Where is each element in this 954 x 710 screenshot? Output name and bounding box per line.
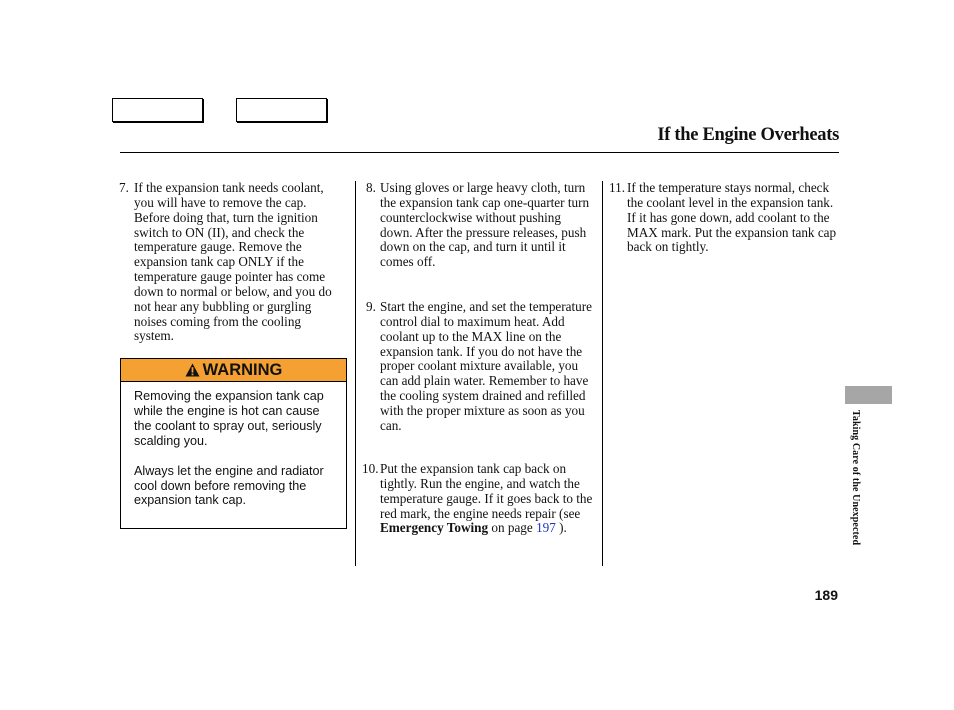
- section-tab: [845, 386, 892, 404]
- step-text: Using gloves or large heavy cloth, turn the expansion tank cap one-quarter turn counterclockwise without pushing down. After the pressure releases, push down on the cap, and turn it until it comes off.: [380, 180, 590, 270]
- column-divider-2: [602, 181, 603, 566]
- step-number: 8.: [366, 180, 376, 195]
- nav-back-button[interactable]: [112, 98, 203, 122]
- warning-box: [120, 358, 347, 529]
- page-number: 189: [814, 587, 838, 603]
- warning-body: [121, 382, 346, 508]
- step-number: 7.: [119, 180, 129, 195]
- step-number: 11.: [609, 180, 625, 195]
- emergency-towing-ref: Emergency Towing: [380, 520, 489, 536]
- header-divider: [120, 152, 839, 153]
- ref-close: ).: [559, 520, 567, 536]
- step-text: If the expansion tank needs coolant, you will have to remove the cap. Before doing that, turn the ignition switch to ON (II), and check the temperature gauge. Remove the expansion tank cap ONLY if the temperature gauge pointer has come down to normal or below, and you do not hear any bubbling or gurgling noises coming from the cooling system.: [134, 180, 332, 344]
- warning-label: WARNING: [202, 360, 283, 379]
- step-number: 10.: [362, 461, 379, 476]
- step-text: If the temperature stays normal, check the coolant level in the expansion tank. If it has gone down, add coolant to the MAX mark. Put the expansion tank cap back on tightly.: [627, 180, 837, 255]
- page-197-link[interactable]: 197: [536, 520, 556, 536]
- ref-on-page: on page: [491, 520, 533, 536]
- step-text: Start the engine, and set the temperature control dial to maximum heat. Add coolant up to the MAX line on the expansion tank. If you do not have the proper coolant mixture available, you can add plain water. Remember to have the cooling system drained and refilled with the proper mixture as soon as you can.: [380, 299, 593, 433]
- warning-paragraph: Always let the engine and radiator cool down before removing the expansion tank cap.: [134, 463, 324, 508]
- nav-next-button[interactable]: [236, 98, 327, 122]
- step-number: 9.: [366, 299, 376, 314]
- warning-header: [121, 359, 346, 382]
- step-body: Put the expansion tank cap back on tightly. Run the engine, and watch the temperature gauge. If it goes back to the red mark, the engine needs repair (see: [380, 461, 593, 521]
- warning-triangle-icon: [185, 363, 200, 377]
- warning-paragraph: Removing the expansion tank cap while the engine is hot can cause the coolant to spray out, seriously scalding you.: [134, 389, 324, 448]
- column-divider-1: [355, 181, 356, 566]
- page-title: If the Engine Overheats: [657, 125, 839, 145]
- section-label: Taking Care of the Unexpected: [850, 410, 861, 546]
- step-text: [380, 462, 594, 536]
